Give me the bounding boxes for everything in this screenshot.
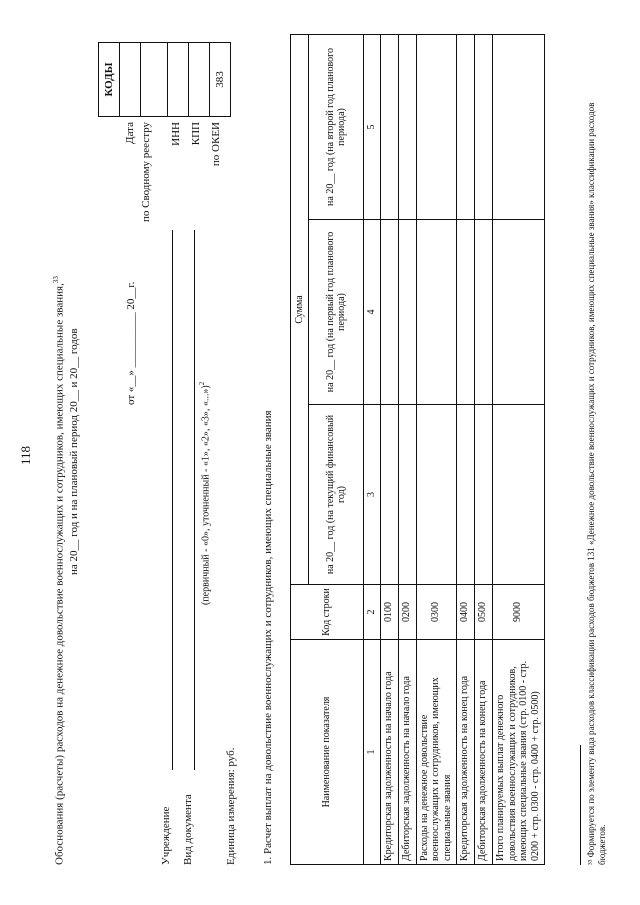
row-code: 0300 [416,585,456,640]
table-row [492,34,544,864]
row-name: Дебиторская задолженность на конец года [474,640,492,865]
institution-label: Учреждение [160,806,172,865]
row-name: Дебиторская задолженность на начало года [398,640,416,865]
section-title: 1. Расчет выплат на довольствие военнослужащих и сотрудников, имеющих специальные звания [262,410,274,865]
doc-type-line [194,230,195,770]
col-number-3: 3 [364,405,381,585]
codes-value-kpp [189,43,210,117]
codes-label-kpp: КПП [190,122,202,146]
codes-value-date [120,43,141,117]
row-name: Итого планируемых выплат денежного довольствия военнослужащих и сотрудников, имеющих специальные звания (стр. 0100 - стр. 0200 + стр. 0300 - стр. 0400 + стр. 0500) [492,640,544,865]
unit-label: Единица измерения: руб. [225,747,237,865]
header-sum-first: на 20__ год (на первый год планового периода) [309,220,364,405]
title-footnote-ref: 33 [52,276,60,284]
table-row [398,34,416,864]
document-period: на 20__ год и на плановый период 20__ и 20__ годов [68,328,80,575]
header-name: Наименование показателя [291,640,364,865]
title-text: Обоснования (расчеты) расходов на денежное довольствие военнослужащих и сотрудников, имеющих специальные звания, [53,283,66,865]
footnote: ³³ Формируется по элементу вида расходов классификации расходов бюджетов 131 «Денежное довольствие военнослужащих и сотрудников, имеющих специальные звания» классификации расходов бюджетов. [586,102,608,865]
row-code: 9000 [492,585,544,640]
codes-value-registry [141,43,168,117]
table-row [474,34,492,864]
header-sum: Сумма [291,34,309,584]
col-number-5: 5 [364,34,381,219]
codes-value-okei: 383 [210,43,231,117]
row-name: Кредиторская задолженность на начало года [380,640,398,865]
row-name: Расходы на денежное довольствие военнослужащих и сотрудников, имеющих специальные звания [416,640,456,865]
codes-header: КОДЫ [99,43,120,117]
codes-value-inn [168,43,189,117]
table-row [416,34,456,864]
row-name: Кредиторская задолженность на конец года [456,640,474,865]
codes-labels [120,122,226,232]
codes-label-registry: по Сводному реестру [140,122,152,222]
col-number-1: 1 [364,640,381,865]
row-code: 0100 [380,585,398,640]
row-code: 0500 [474,585,492,640]
doc-type-hint [198,382,211,605]
doc-type-hint-ref: 2 [198,381,206,386]
header-sum-current: на 20__ год (на текущий финансовый год) [309,405,364,585]
page-number: 118 [18,445,33,465]
row-code: 0200 [398,585,416,640]
header-sum-second: на 20__ год (на второй год планового периода) [309,34,364,219]
col-number-2: 2 [364,585,381,640]
document-title [52,276,66,865]
doc-type-hint-text: (первичный - «0», уточненный - «1», «2», «3», «...») [200,385,212,605]
institution-line [172,230,173,770]
row-code: 0400 [456,585,474,640]
header-code: Код строки [291,585,364,640]
footnote-rule [580,745,581,865]
table-row [456,34,474,864]
document-date: от «__» __________ 20__г. [125,281,137,405]
codes-table [98,42,231,117]
codes-label-okei: по ОКЕИ [210,122,222,167]
codes-label-date: Дата [124,122,136,144]
col-number-4: 4 [364,220,381,405]
table-row [380,34,398,864]
codes-label-inn: ИНН [170,122,182,146]
doc-type-label: Вид документа [182,794,194,865]
calculation-table [290,34,545,865]
